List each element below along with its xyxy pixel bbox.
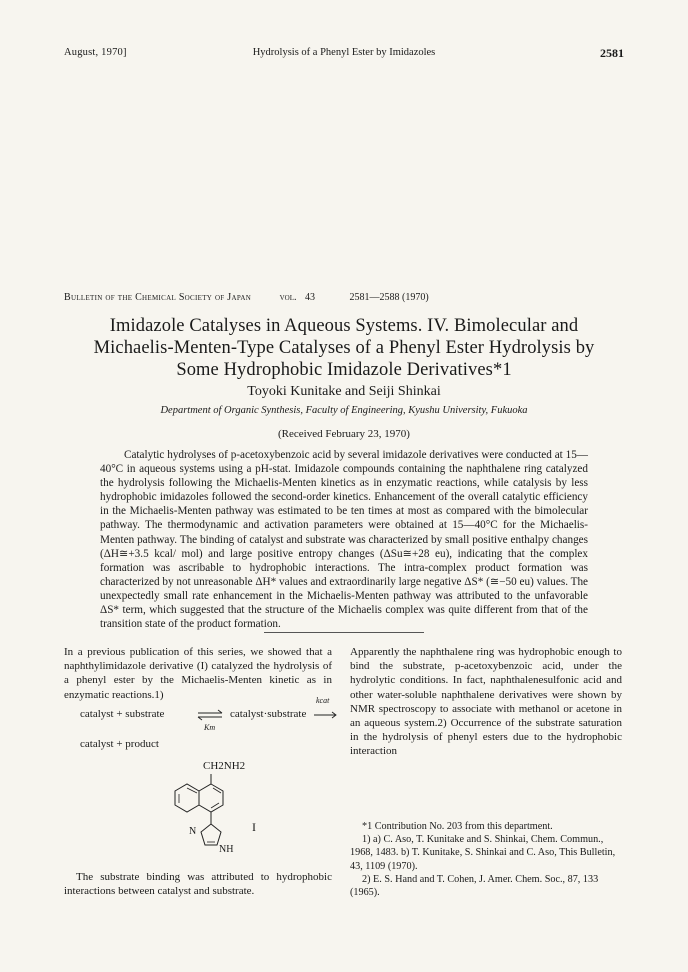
- article-title: Imidazole Catalyses in Aqueous Systems. IV. Bimolecular and Michaelis-Menten-Type Catalyses of a Phenyl Ester Hydrolysis by Some Hydrophobic Imidazole Derivatives*1: [93, 316, 595, 380]
- reaction-scheme: [80, 696, 340, 758]
- scheme-reactants: catalyst + substrate: [80, 708, 165, 720]
- journal-name: Bulletin of the Chemical Society of Japan: [64, 292, 252, 303]
- journal-volume-label: vol.: [279, 292, 297, 303]
- body-left-paragraph-1: In a previous publication of this series, we showed that a naphthylimidazole derivative (I) catalyzed the hydrolysis of a phenyl ester by the Michaelis-Menten kinetic as in enzymatic reactions.1): [64, 646, 332, 701]
- abstract: Catalytic hydrolyses of p-acetoxybenzoic acid by several imidazole derivatives were conducted at 15—40°C in aqueous systems using a pH-stat. Imidazole compounds containing the naphthalene ring catalyzed the hydrolysis following the Michaelis-Menten kinetics as in enzymatic reactions, while catalysis by less hydrophobic imidazoles followed the second-order kinetics. Enhancement of the overall catalytic efficiency in the Michaelis-Menten pathway was estimated to be ten times at most as compared with the bimolecular pathway. The thermodynamic and activation parameters were obtained at 15—40°C for the Michaelis-Menten pathway. The binding of catalyst and substrate was characterized by small positive enthalpy changes (ΔH≅+3.5 kcal/ mol) and large positive entropy changes (ΔSu≅+28 eu), indicating that the complex formation was ascribable to hydrophobic interactions. The intra-complex product formation was characterized by not unreasonable ΔH* values and extraordinarily large negative ΔS* (≅−50 eu) values. The unexpectedly small rate enhancement in the Michaelis-Menten pathway was attributed to the unfavorable ΔS* term, which suggested that the structure of the Michaelis complex was quite different from that of the transition state of the product formation.: [100, 449, 588, 631]
- naphthylimidazole-structure-icon: [165, 772, 285, 872]
- structure-n-label: N: [189, 826, 197, 837]
- footnote-item: *1 Contribution No. 203 from this department.: [362, 821, 553, 832]
- scheme-kcat-label: kcat: [316, 696, 330, 705]
- article-authors: Toyoki Kunitake and Seiji Shinkai: [247, 384, 441, 399]
- footnote-item: 2) E. S. Hand and T. Cohen, J. Amer. Chem. Soc., 87, 133 (1965).: [350, 873, 599, 899]
- compound-label: I: [252, 820, 256, 834]
- journal-citation-line: [64, 292, 624, 303]
- footnote-item: 1) a) C. Aso, T. Kunitake and S. Shinkai, Chem. Commun., 1968, 1483. b) T. Kunitake, S. Shinkai and C. Aso, This Bulletin, 43, 1109 (1970).: [350, 834, 616, 872]
- section-divider: [264, 632, 424, 633]
- running-head-title: Hydrolysis of a Phenyl Ester by Imidazoles: [252, 47, 436, 58]
- running-head-date: August, 1970]: [64, 47, 127, 58]
- article-affiliation: Department of Organic Synthesis, Faculty of Engineering, Kyushu University, Fukuoka: [160, 405, 528, 416]
- article-received-date: (Received February 23, 1970): [278, 428, 410, 440]
- scheme-complex: catalyst·substrate: [230, 708, 307, 720]
- scheme-products: catalyst + product: [80, 738, 159, 750]
- structure-nh-label: NH: [219, 844, 234, 855]
- journal-volume-number: 43: [305, 292, 315, 303]
- structure-substituent: CH2NH2: [203, 760, 246, 772]
- arrow-right-icon: [312, 708, 340, 720]
- body-left-paragraph-2: The substrate binding was attributed to hydrophobic interactions between catalyst and substrate.: [64, 871, 332, 898]
- journal-pages: 2581—2588 (1970): [349, 292, 429, 303]
- body-right-paragraph-1: Apparently the naphthalene ring was hydrophobic enough to bind the substrate, p-acetoxybenzoic acid, under the hydrolytic conditions. In fact, naphthalenesulfonic acid and other water-soluble naphthalene derivatives were shown by NMR spectroscopy to associate with methanol or acetone in an aqueous system.2) Occurrence of the substrate saturation in the hydrolysis of phenyl esters due to the hydrophobic interaction: [350, 646, 622, 758]
- chemical-structure: [165, 760, 285, 870]
- scheme-km-label: Km: [204, 723, 216, 732]
- page-number: 2581: [600, 46, 624, 60]
- footnotes: [350, 820, 622, 899]
